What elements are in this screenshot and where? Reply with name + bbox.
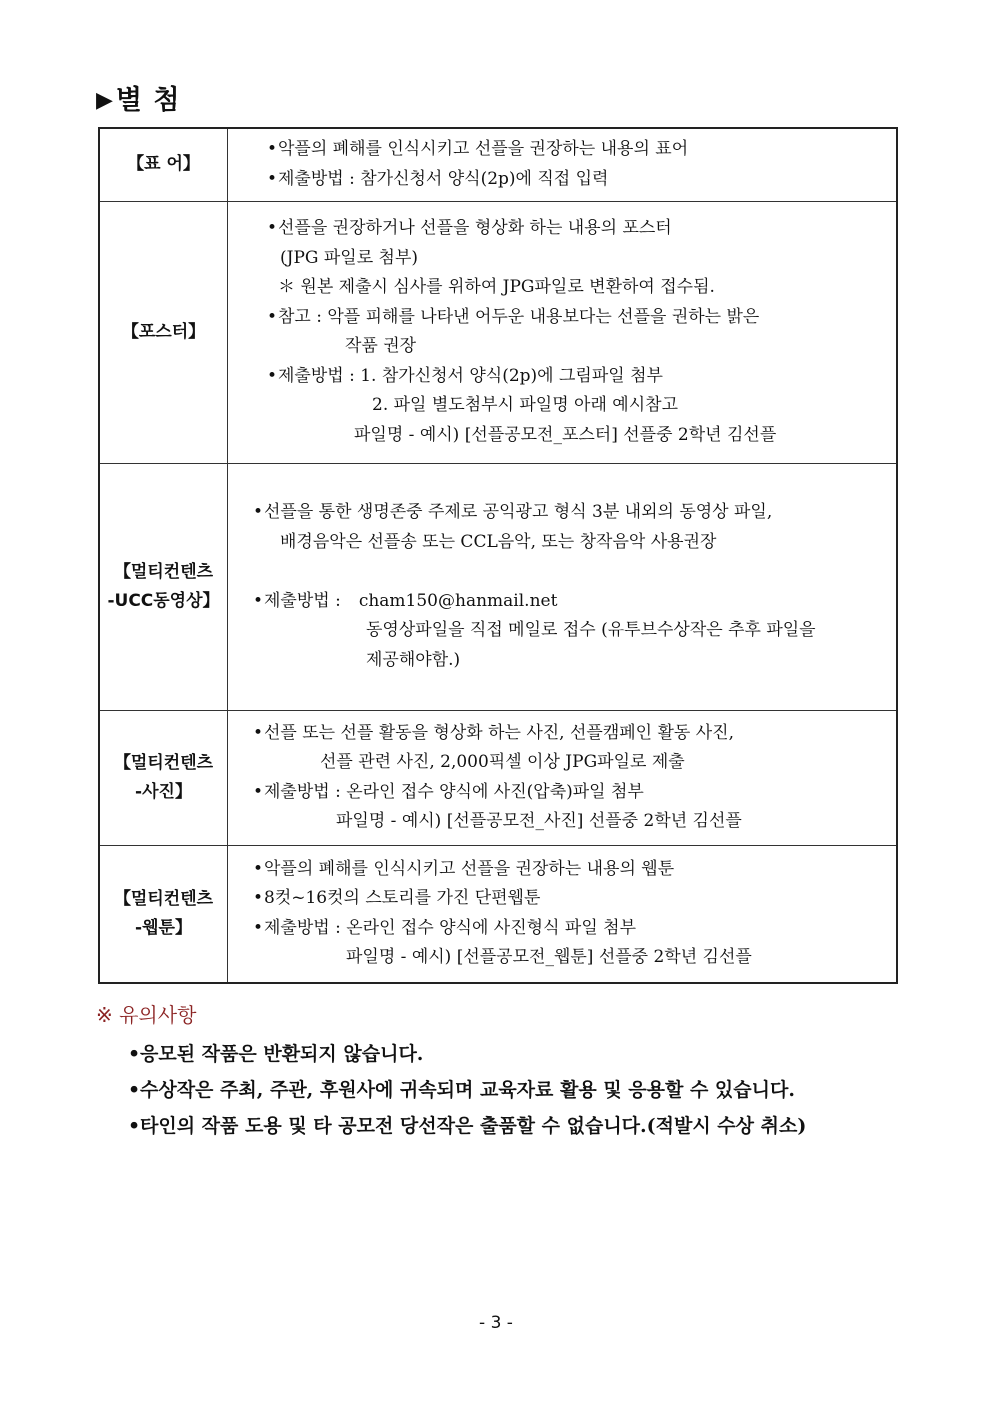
list-item: •수상작은 주최, 주관, 후원사에 귀속되며 교육자료 활용 및 응용할 수 있습니다. — [128, 1072, 806, 1108]
notes-title: ※ 유의사항 — [96, 1003, 197, 1027]
triangle-marker-icon: ▶ — [96, 88, 114, 113]
bullet-icon: • — [252, 722, 264, 743]
table-row-ucc-video — [99, 463, 897, 710]
bullet-icon: • — [128, 1043, 141, 1065]
email-address: cham150@hanmail.net — [358, 590, 558, 611]
row-content: •선플을 권장하거나 선플을 형상화 하는 내용의 포스터 (JPG 파일로 첨부) ＊ 원본 제출시 심사를 위하여 JPG파일로 변환하여 접수됨. •참고 : 악플 피해를 나타낸 어두운 내용보다는 선플을 권하는 밝은 작품 권장 •제출방법 : 1. 참가신청서 양식(2p)에 그림파일 첨부 2. 파일 별도첨부시 파일명 아래 예시참고 파일명 - 예시) [선플공모전_포스터] 선플중 2학년 김선플 — [228, 201, 898, 463]
table-row-webtoon — [99, 845, 897, 983]
bullet-icon: • — [252, 888, 264, 909]
bullet-icon: • — [128, 1115, 141, 1137]
bullet-icon: • — [252, 502, 264, 522]
table-row-poster — [99, 201, 897, 463]
notes-list — [128, 1036, 806, 1144]
attachment-heading — [96, 78, 181, 117]
row-content: •선플을 통한 생명존중 주제로 공익광고 형식 3분 내외의 동영상 파일, 배경음악은 선플송 또는 CCL음악, 또는 창작음악 사용권장 •제출방법 : cham150@hanmail.net 동영상파일을 직접 메일로 접수 (유투브수상작은 추후 파일을 제공해야함.) — [228, 463, 898, 710]
bullet-icon: • — [252, 917, 264, 938]
row-label: 【멀티컨텐츠 -웹툰】 — [99, 845, 228, 983]
bullet-icon: • — [266, 168, 278, 189]
list-item: •타인의 작품 도용 및 타 공모전 당선작은 출품할 수 없습니다.(적발시 수상 취소) — [128, 1108, 806, 1144]
bullet-icon: • — [266, 139, 278, 160]
row-label: 【멀티컨텐츠 -사진】 — [99, 710, 228, 845]
bullet-icon: • — [128, 1079, 141, 1101]
heading-text: 별 첨 — [115, 85, 181, 116]
table-row-photo — [99, 710, 897, 845]
row-content: •선플 또는 선플 활동을 형상화 하는 사진, 선플캠페인 활동 사진, 선플 관련 사진, 2,000픽셀 이상 JPG파일로 제출 •제출방법 : 온라인 접수 양식에 사진(압축)파일 첨부 파일명 - 예시) [선플공모전_사진] 선플중 2학년 김선플 — [228, 710, 898, 845]
bullet-icon: • — [252, 858, 264, 879]
table-row-slogan — [99, 128, 897, 201]
row-content: •악플의 폐해를 인식시키고 선플을 권장하는 내용의 웹툰 •8컷~16컷의 스토리를 가진 단편웹툰 •제출방법 : 온라인 접수 양식에 사진형식 파일 첨부 파일명 - 예시) [선플공모전_웹툰] 선플중 2학년 김선플 — [228, 845, 898, 983]
row-label: 【멀티컨텐츠 -UCC동영상】 — [99, 463, 228, 710]
category-table — [98, 127, 898, 984]
bullet-icon: • — [266, 365, 278, 386]
bullet-icon: • — [266, 218, 278, 238]
bullet-icon: • — [252, 590, 264, 611]
bullet-icon: • — [266, 306, 278, 327]
row-label: 【포스터】 — [99, 201, 228, 463]
list-item: •응모된 작품은 반환되지 않습니다. — [128, 1036, 806, 1072]
bullet-icon: • — [252, 781, 264, 802]
row-label: 【표 어】 — [99, 128, 228, 201]
page-number: - 3 - — [479, 1313, 513, 1333]
row-content: •악플의 폐해를 인식시키고 선플을 권장하는 내용의 표어 •제출방법 : 참가신청서 양식(2p)에 직접 입력 — [228, 128, 898, 201]
